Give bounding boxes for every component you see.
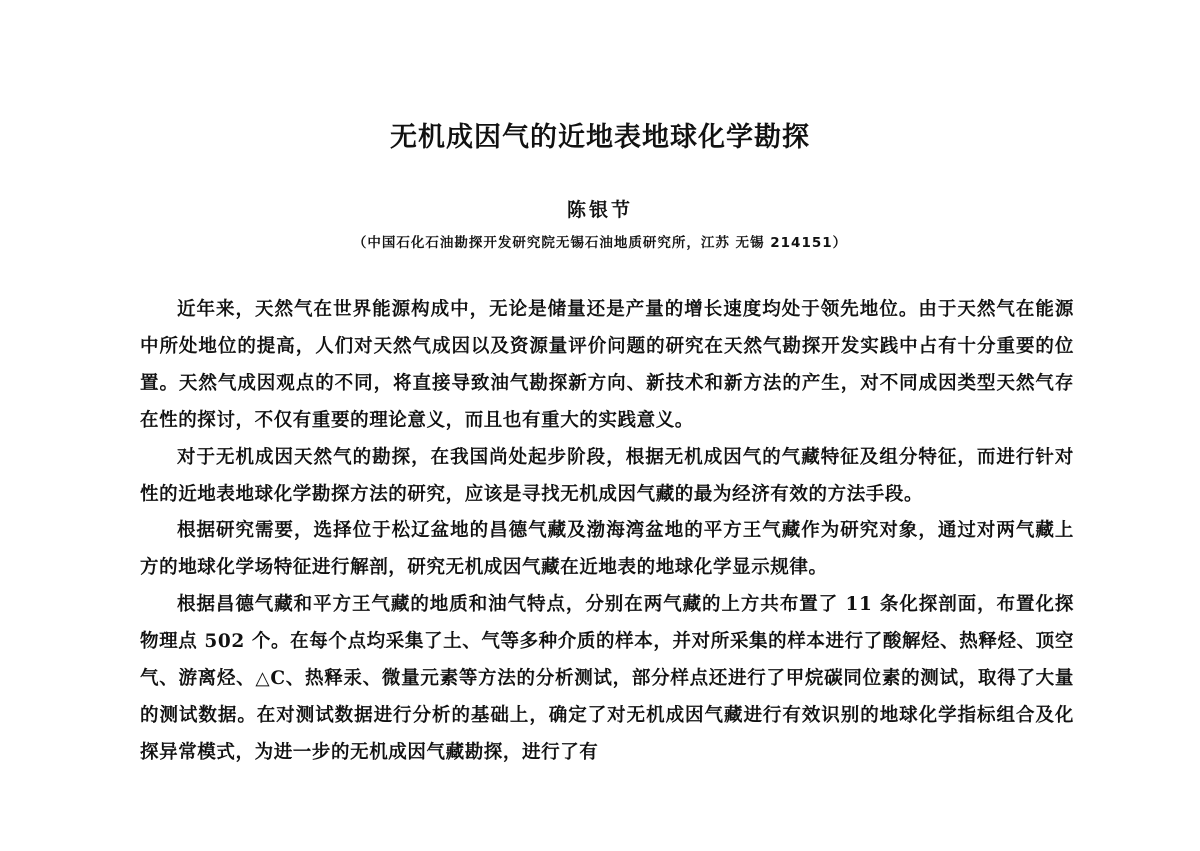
paragraph-3: 根据研究需要，选择位于松辽盆地的昌德气藏及渤海湾盆地的平方王气藏作为研究对象，通过对两气藏上方的地球化学场特征进行解剖，研究无机成因气藏在近地表的地球化学显示规律。 [140,520,1074,579]
paper-title: 无机成因气的近地表地球化学勘探 [390,122,810,153]
paragraph-1: 近年来，天然气在世界能源构成中，无论是储量还是产量的增长速度均处于领先地位。由于天然气在能源中所处地位的提高，人们对天然气成因以及资源量评价问题的研究在天然气勘探开发实践中占有十分重要的位置。天然气成因观点的不同，将直接导致油气勘探新方向、新技术和新方法的产生，对不同成因类型天然气存在性的探讨，不仅有重要的理论意义，而且也有重大的实践意义。 [140,299,1074,431]
author-affiliation: （中国石化石油勘探开发研究院无锡石油地质研究所，江苏 无锡 214151） [352,235,848,251]
paragraph-2: 对于无机成因天然气的勘探，在我国尚处起步阶段，根据无机成因气的气藏特征及组分特征，而进行针对性的近地表地球化学勘探方法的研究，应该是寻找无机成因气藏的最为经济有效的方法手段。 [140,446,1074,505]
body-text [140,292,1074,772]
author-name: 陈银节 [566,199,633,221]
paragraph-4: 根据昌德气藏和平方王气藏的地质和油气特点，分别在两气藏的上方共布置了 11 条化探剖面，布置化探物理点 502 个。在每个点均采集了土、气等多种介质的样本，并对所采集的样本进行了酸解烃、热释烃、顶空气、游离烃、△C、热释汞、微量元素等方法的分析测试，部分样点还进行了甲烷碳同位素的测试，取得了大量的测试数据。在对测试数据进行分析的基础上，确定了对无机成因气藏进行有效识别的地球化学指标组合及化探异常模式，为进一步的无机成因气藏勘探，进行了有 [140,594,1074,763]
